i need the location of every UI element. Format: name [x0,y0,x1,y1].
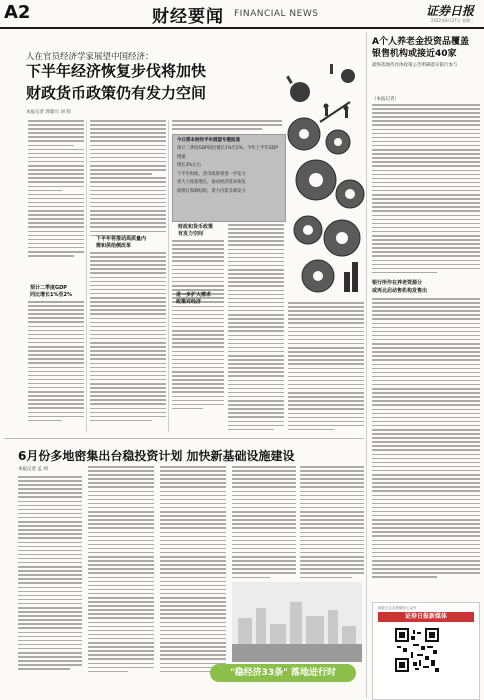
subhead-line: 下半年将推动高质量内 [96,236,147,242]
city-silhouette-icon [232,582,362,662]
subhead-line: 需和供给侧改革 [96,242,132,249]
infobox-line: 下半年财政、货币政策将进一步发力 [177,171,246,177]
sidebar-subhead: 最终落地待具体政策公告明确落实银行参与 [372,63,458,68]
sidebar-lead-tag: （本报记者） [372,97,399,102]
sidebar-body-2 [372,298,480,580]
sidebar-body-1 [372,104,480,276]
sidebar-headline-line-2: 银售机构或接近40家 [372,49,457,59]
bottom-headline: 6月份多地密集出台稳投资计划 加快新基础设施建设 [18,449,295,463]
lead-body-col2 [90,120,166,239]
bottom-body-col4 [232,466,296,581]
masthead-logo: 证券日报 [425,4,474,18]
lead-body-col1b [28,301,84,424]
column-rule [168,120,169,432]
lead-body-col3-top [172,120,282,132]
infobox-line: 预计二季度GDP同比增长1%至2%，今年上半年GDP增速 [177,146,278,160]
lead-headline [26,60,206,104]
bottom-body-col1 [18,476,82,673]
lead-subhead-2 [96,236,146,249]
sidebar-headline-line-1: A个人养老金投资品覆盖 [372,37,469,47]
lead-headline-line-1: 下半年经济恢复步伐将加快 [26,62,207,80]
bottom-body-col3 [160,466,226,675]
subhead-line: 进一步扩大需求 [176,292,212,298]
lead-body-col3 [172,240,224,412]
column-rule [86,120,87,432]
subhead-line: 财政和货币政策 [178,224,214,230]
lead-byline: 本报记者 郭冀川 刘 萌 [26,110,71,115]
infobox-title: 今日资本财经半年展望专题报道 [177,138,240,143]
bottom-illustration [232,582,362,662]
bottom-body-col2 [88,466,154,675]
lead-subhead-4 [176,292,211,305]
lead-subhead-3 [178,224,213,237]
summary-infobox [172,134,286,222]
campaign-banner: "稳经济33条" 落地进行时 [210,664,356,682]
lead-headline-line-2: 财政货币政策仍有发力空间 [26,84,207,102]
infobox-line: 增长3%左右 [177,163,202,168]
gears-illustration [286,62,366,302]
bottom-body-col5 [300,466,364,581]
bottom-rule [4,438,364,439]
page-number: A2 [4,2,31,23]
subhead-line: 有发力空间 [178,230,204,237]
ad-title: 证券日报新媒体 [378,612,474,622]
subhead-line: 政策对经济 [176,298,202,305]
lead-body-col5 [288,302,364,433]
lead-body-col2b [90,252,166,424]
lead-subhead-1 [30,285,72,298]
sidebar-bold-1: 银行所作在养老资源分 [372,280,423,286]
section-title: 财经要闻 [152,7,224,27]
infobox-line: 更大力度稳增长，推动经济基本恢复 [177,180,246,185]
column-rule [366,32,367,698]
subhead-line: 同比增长1%至2% [30,291,72,298]
bottom-byline: 本报记者 孟 珂 [18,467,48,472]
header-rule [0,27,484,29]
sidebar-bold-2: 或再北启动售机构发售出 [372,288,428,294]
ad-tagline: 欢迎关注本报微信公众号 [378,606,417,610]
infobox-line: 稳增长和调结构，着力内需多端发力 [177,188,246,194]
subhead-line: 预计二季度GDP [30,285,67,291]
issue-date: 2022年6月27日 星期一 [430,18,474,23]
lead-body-col1 [28,120,84,259]
lead-kicker: 人在官员经济学家展望中国经济： [26,52,154,62]
lead-body-col4 [228,224,284,433]
qr-code-icon [395,628,439,672]
sidebar-headline [372,36,480,60]
section-title-en: FINANCIAL NEWS [234,9,319,19]
